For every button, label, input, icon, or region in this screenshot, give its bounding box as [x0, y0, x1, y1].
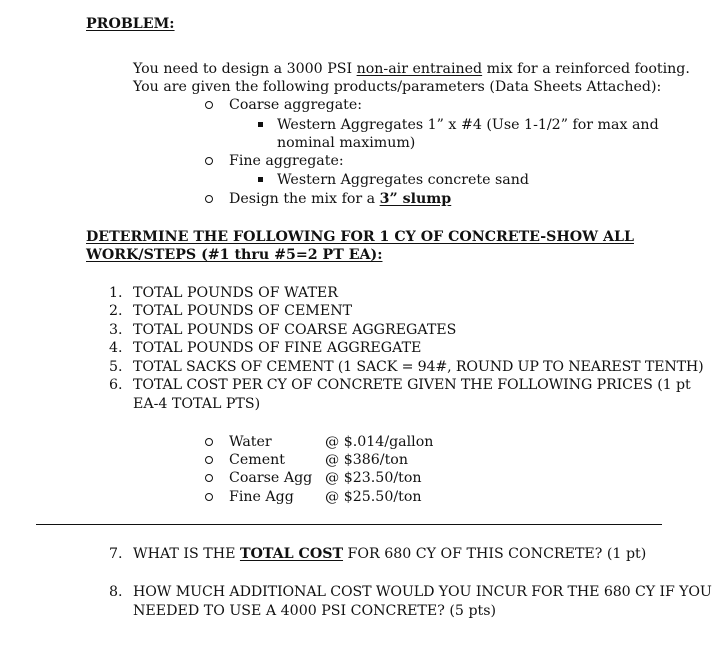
price-value: @ $.014/gallon — [325, 434, 434, 450]
question-number: 7. — [109, 546, 123, 562]
intro-line-1 — [133, 60, 690, 78]
fine-aggregate-label: Fine aggregate: — [229, 153, 344, 169]
hollow-bullet-icon — [205, 456, 213, 464]
price-value: @ $25.50/ton — [325, 489, 422, 505]
hollow-bullet-icon — [205, 493, 213, 501]
determine-heading-line-2: WORK/STEPS (#1 thru #5=2 PT EA): — [86, 247, 383, 263]
task-item-cont: EA-4 TOTAL PTS) — [133, 396, 261, 412]
section-divider — [36, 524, 662, 525]
question-text: WHAT IS THE — [133, 546, 240, 562]
question-8-line-1: HOW MUCH ADDITIONAL COST WOULD YOU INCUR FOR THE 680 CY IF YOU — [133, 584, 712, 600]
coarse-aggregate-item-cont: nominal maximum) — [277, 135, 416, 151]
determine-heading-line-1: DETERMINE THE FOLLOWING FOR 1 CY OF CONCRETE-SHOW ALL — [86, 229, 634, 245]
problem-heading: PROBLEM: — [86, 16, 175, 32]
question-text-end: FOR 680 CY OF THIS CONCRETE? (1 pt) — [343, 546, 647, 562]
task-number: 2. — [109, 303, 123, 319]
hollow-bullet-icon — [205, 157, 213, 165]
hollow-bullet-icon — [205, 195, 213, 203]
intro-text: You need to design a 3000 PSI — [133, 61, 357, 77]
task-item: TOTAL POUNDS OF WATER — [133, 285, 338, 301]
design-text: Design the mix for a — [229, 191, 380, 207]
task-item: TOTAL POUNDS OF CEMENT — [133, 303, 353, 319]
design-slump-line — [229, 190, 451, 208]
coarse-aggregate-label: Coarse aggregate: — [229, 97, 363, 113]
price-item: Cement — [229, 452, 285, 468]
task-item: TOTAL POUNDS OF FINE AGGREGATE — [133, 340, 422, 356]
slump-value: 3” slump — [379, 191, 452, 207]
task-number: 5. — [109, 359, 123, 375]
square-bullet-icon — [258, 177, 263, 182]
coarse-aggregate-item: Western Aggregates 1” x #4 (Use 1-1/2” for max and — [277, 117, 659, 133]
price-item: Fine Agg — [229, 489, 294, 505]
fine-aggregate-item: Western Aggregates concrete sand — [277, 172, 529, 188]
hollow-bullet-icon — [205, 101, 213, 109]
intro-text-end: mix for a reinforced footing. — [482, 61, 690, 77]
intro-underlined-text: non-air entrained — [356, 61, 483, 77]
price-value: @ $23.50/ton — [325, 470, 422, 486]
task-item: TOTAL SACKS OF CEMENT (1 SACK = 94#, ROUND UP TO NEAREST TENTH) — [133, 359, 704, 375]
total-cost-emphasis: TOTAL COST — [239, 546, 344, 562]
price-item: Water — [229, 434, 272, 450]
task-number: 6. — [109, 377, 123, 393]
task-item: TOTAL COST PER CY OF CONCRETE GIVEN THE FOLLOWING PRICES (1 pt — [133, 377, 691, 393]
price-item: Coarse Agg — [229, 470, 313, 486]
hollow-bullet-icon — [205, 438, 213, 446]
question-number: 8. — [109, 584, 123, 600]
hollow-bullet-icon — [205, 474, 213, 482]
price-value: @ $386/ton — [325, 452, 408, 468]
task-item: TOTAL POUNDS OF COARSE AGGREGATES — [133, 322, 457, 338]
task-number: 1. — [109, 285, 123, 301]
task-number: 4. — [109, 340, 123, 356]
square-bullet-icon — [258, 122, 263, 127]
question-7 — [133, 545, 646, 563]
intro-line-2: You are given the following products/parameters (Data Sheets Attached): — [133, 79, 662, 95]
question-8-line-2: NEEDED TO USE A 4000 PSI CONCRETE? (5 pts) — [133, 603, 497, 619]
task-number: 3. — [109, 322, 123, 338]
